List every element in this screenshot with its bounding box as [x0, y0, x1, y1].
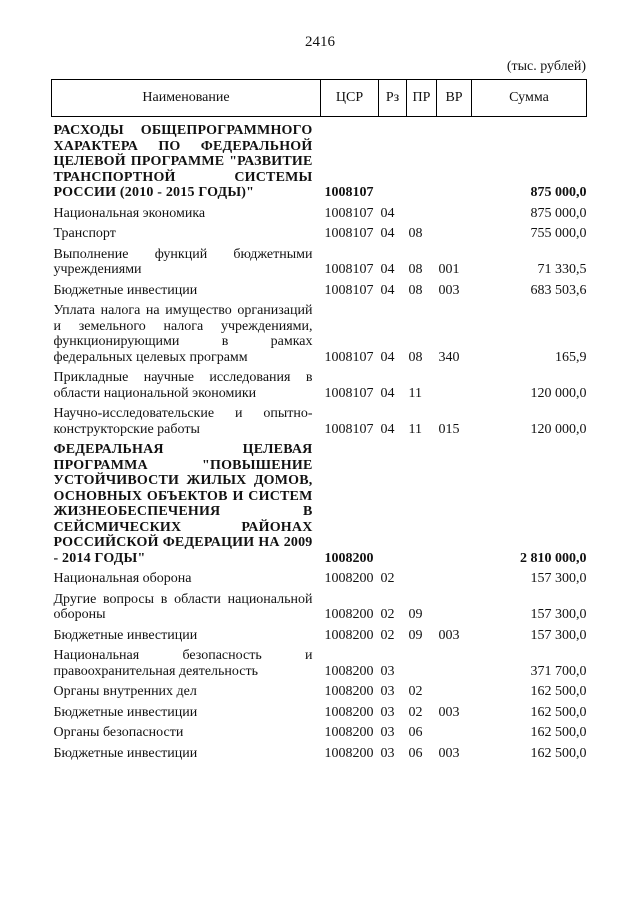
cell-rz: 04: [380, 421, 395, 437]
header-rz: Рз: [379, 80, 407, 117]
cell-rz: 03: [380, 663, 395, 679]
cell-pr: [407, 117, 437, 206]
cell-name: Бюджетные инвестиции: [53, 627, 198, 643]
cell-csr: 1008107: [324, 385, 374, 401]
cell-sum: 875 000,0: [530, 185, 587, 200]
cell-csr: 1008200: [324, 725, 374, 740]
cell-pr: 11: [408, 385, 422, 401]
cell-vr: 003: [438, 745, 460, 761]
header-name: Наименование: [52, 80, 321, 117]
cell-vr: 003: [438, 627, 460, 643]
cell-rz: 02: [380, 627, 395, 643]
cell-vr: [437, 442, 472, 571]
cell-name: Национальная оборона: [53, 571, 192, 586]
cell-vr: [437, 571, 472, 592]
table-row: [52, 684, 587, 705]
cell-csr: 1008200: [324, 745, 374, 761]
cell-sum: 371 700,0: [530, 663, 587, 679]
cell-pr: 11: [408, 421, 422, 437]
cell-vr: 015: [438, 421, 460, 437]
cell-csr: 1008200: [324, 663, 374, 679]
table-row: [52, 283, 587, 304]
cell-sum: 162 500,0: [530, 704, 587, 720]
table-row: [52, 370, 587, 406]
cell-sum: 157 300,0: [530, 607, 587, 622]
table-row: [52, 725, 587, 746]
header-pr: ПР: [407, 80, 437, 117]
cell-pr: 09: [408, 627, 423, 643]
cell-rz: 04: [380, 226, 395, 241]
cell-pr: 02: [408, 704, 423, 720]
cell-csr: 1008200: [324, 704, 374, 720]
cell-name: Научно-исследовательские и опытно-конструкторские работы: [53, 406, 313, 437]
header-vr: ВР: [437, 80, 472, 117]
cell-rz: 02: [380, 571, 395, 586]
cell-vr: [437, 684, 472, 705]
cell-rz: 03: [380, 704, 395, 720]
cell-name: РАСХОДЫ ОБЩЕПРОГРАММНОГО ХАРАКТЕРА ПО ФЕДЕРАЛЬНОЙ ЦЕЛЕВОЙ ПРОГРАММЕ "РАЗВИТИЕ ТРАНСПОРТНОЙ СИСТЕМЫ РОССИИ (2010 - 2015 ГОДЫ)": [53, 123, 313, 200]
cell-rz: 04: [380, 262, 395, 277]
table-row: [52, 628, 587, 649]
cell-pr: 08: [408, 282, 423, 298]
cell-name: Бюджетные инвестиции: [53, 282, 198, 298]
cell-name: Транспорт: [53, 226, 116, 241]
table-row: [52, 648, 587, 684]
cell-rz: [379, 442, 407, 571]
cell-vr: 001: [438, 262, 460, 277]
cell-rz: 03: [380, 745, 395, 761]
cell-csr: 1008107: [324, 205, 374, 221]
header-sum: Сумма: [472, 80, 587, 117]
cell-name: Органы внутренних дел: [53, 684, 197, 699]
units-label: (тыс. рублей): [506, 59, 586, 74]
cell-vr: [437, 370, 472, 406]
cell-name: Уплата налога на имущество организаций и земельного налога учреждениями, функционирующими в рамках федеральных целевых программ: [53, 303, 313, 365]
table-row: [52, 442, 587, 571]
cell-pr: 06: [408, 745, 423, 761]
table-row: [52, 247, 587, 283]
cell-vr: [437, 117, 472, 206]
cell-rz: 04: [380, 385, 395, 401]
cell-csr: 1008200: [324, 571, 374, 586]
cell-pr: 02: [408, 684, 423, 699]
cell-csr: 1008200: [324, 607, 374, 622]
page-number: 2416: [305, 34, 335, 50]
cell-name: ФЕДЕРАЛЬНАЯ ЦЕЛЕВАЯ ПРОГРАММА "ПОВЫШЕНИЕ УСТОЙЧИВОСТИ ЖИЛЫХ ДОМОВ, ОСНОВНЫХ ОБЪЕКТОВ И СИСТЕМ ЖИЗНЕОБЕСПЕЧЕНИЯ В СЕЙСМИЧЕСКИХ РАЙОНАХ РОССИЙСКОЙ ФЕДЕРАЦИИ НА 2009 - 2014 ГОДЫ": [53, 442, 313, 566]
cell-name: Бюджетные инвестиции: [53, 704, 198, 720]
budget-table: [51, 79, 587, 766]
cell-csr: 1008200: [324, 550, 374, 566]
cell-vr: 340: [438, 349, 460, 365]
cell-csr: 1008200: [324, 684, 374, 699]
cell-rz: [379, 117, 407, 206]
cell-vr: [437, 648, 472, 684]
table-header-row: [52, 80, 587, 117]
cell-sum: 162 500,0: [530, 745, 587, 761]
cell-pr: 09: [408, 607, 423, 622]
cell-csr: 1008107: [324, 282, 374, 298]
cell-sum: 162 500,0: [530, 684, 587, 699]
table-row: [52, 746, 587, 767]
cell-vr: 003: [438, 704, 460, 720]
table-row: [52, 406, 587, 442]
cell-name: Выполнение функций бюджетными учреждениями: [53, 246, 313, 277]
cell-sum: 71 330,5: [537, 262, 587, 277]
cell-rz: 03: [380, 725, 395, 740]
cell-rz: 04: [380, 205, 395, 221]
cell-vr: [437, 725, 472, 746]
cell-pr: 06: [408, 725, 423, 740]
cell-rz: 04: [380, 349, 395, 365]
table-body: [52, 117, 587, 767]
cell-pr: [407, 571, 437, 592]
cell-sum: 875 000,0: [530, 205, 587, 221]
cell-sum: 755 000,0: [530, 226, 587, 241]
cell-vr: 003: [438, 282, 460, 298]
table-row: [52, 571, 587, 592]
cell-vr: [437, 592, 472, 628]
cell-csr: 1008107: [324, 421, 374, 437]
cell-vr: [437, 226, 472, 247]
cell-rz: 02: [380, 607, 395, 622]
cell-name: Прикладные научные исследования в области национальной экономики: [53, 370, 313, 401]
cell-name: Национальная безопасность и правоохранительная деятельность: [53, 648, 313, 679]
cell-name: Другие вопросы в области национальной обороны: [53, 591, 313, 622]
cell-pr: [407, 206, 437, 227]
cell-pr: 08: [408, 349, 423, 365]
cell-sum: 120 000,0: [530, 421, 587, 437]
cell-rz: 03: [380, 684, 395, 699]
cell-csr: 1008107: [324, 226, 374, 241]
cell-sum: 120 000,0: [530, 385, 587, 401]
header-csr: ЦСР: [321, 80, 379, 117]
table-row: [52, 303, 587, 370]
cell-sum: 157 300,0: [530, 571, 587, 586]
cell-name: Бюджетные инвестиции: [53, 745, 198, 761]
cell-pr: [407, 442, 437, 571]
cell-vr: [437, 206, 472, 227]
cell-csr: 1008107: [324, 185, 374, 200]
table-row: [52, 705, 587, 726]
cell-sum: 2 810 000,0: [520, 550, 587, 566]
cell-rz: 04: [380, 282, 395, 298]
table-row: [52, 226, 587, 247]
cell-sum: 157 300,0: [530, 627, 587, 643]
table-row: [52, 117, 587, 206]
cell-pr: [407, 648, 437, 684]
cell-pr: 08: [408, 226, 423, 241]
table-row: [52, 592, 587, 628]
cell-csr: 1008200: [324, 627, 374, 643]
cell-name: Органы безопасности: [53, 725, 184, 740]
cell-pr: 08: [408, 262, 423, 277]
cell-csr: 1008107: [324, 349, 374, 365]
cell-sum: 683 503,6: [530, 282, 587, 298]
cell-sum: 162 500,0: [530, 725, 587, 740]
cell-sum: 165,9: [555, 349, 587, 365]
cell-name: Национальная экономика: [53, 205, 206, 221]
cell-csr: 1008107: [324, 262, 374, 277]
table-row: [52, 206, 587, 227]
